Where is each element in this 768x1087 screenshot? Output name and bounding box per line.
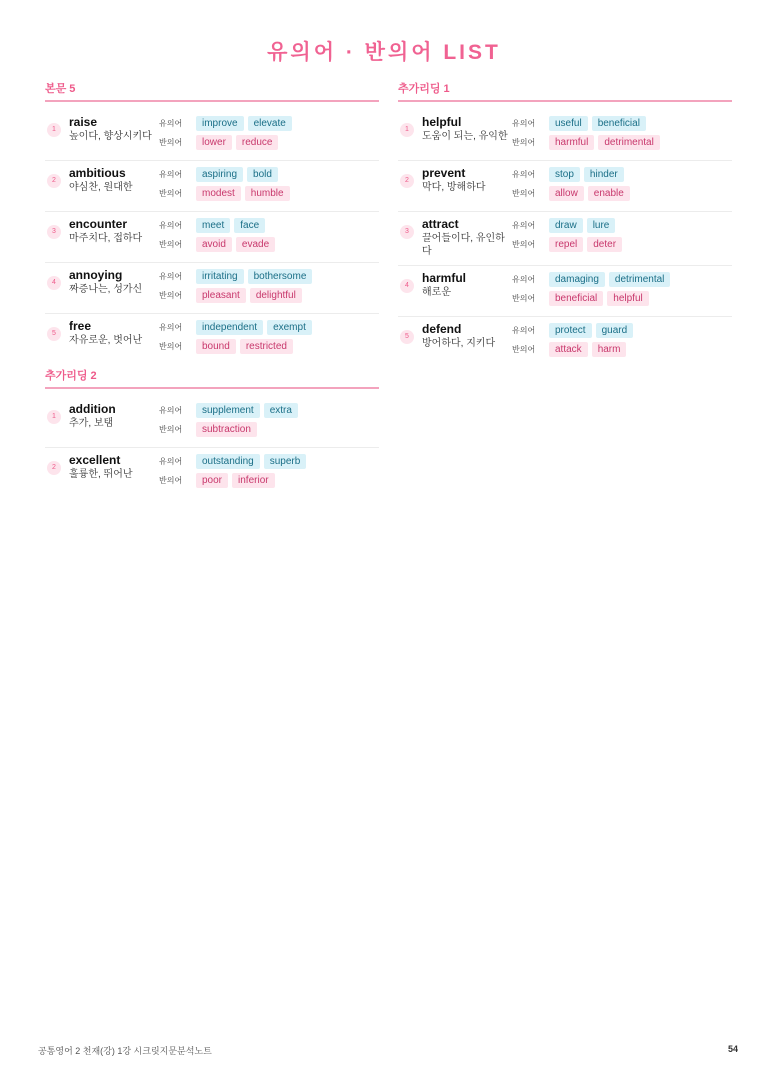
antonym-label: 반의어: [512, 240, 536, 249]
antonym-row: [512, 134, 732, 151]
korean-meaning: 마주치다, 접하다: [69, 233, 143, 244]
synonym-row: [159, 115, 379, 132]
headword: harmful: [422, 271, 467, 285]
synonym-chip: extra: [264, 403, 298, 418]
synonym-row: [159, 166, 379, 183]
synonym-chip: elevate: [248, 116, 292, 131]
antonym-label: 반의어: [159, 189, 183, 198]
korean-meaning: 추가, 보탬: [69, 418, 114, 429]
antonym-row: [512, 236, 732, 253]
antonym-label: 반의어: [512, 294, 536, 303]
synonym-label: 유의어: [159, 119, 183, 128]
synonym-chip: improve: [196, 116, 244, 131]
antonym-row: [512, 185, 732, 202]
entry-number-badge: 2: [400, 174, 414, 188]
headword: free: [69, 319, 92, 333]
entry-number-badge: 5: [47, 327, 61, 341]
antonym-row: [159, 287, 379, 304]
vocab-entry: [45, 448, 379, 498]
headword: attract: [422, 217, 459, 231]
antonym-row: [159, 338, 379, 355]
section-main-5: [45, 80, 379, 364]
antonym-chip: beneficial: [549, 291, 603, 306]
antonym-label: 반의어: [159, 291, 183, 300]
headword: prevent: [422, 166, 466, 180]
headword: annoying: [69, 268, 123, 282]
entry-number-badge: 4: [47, 276, 61, 290]
synonym-chip: hinder: [584, 167, 624, 182]
antonym-chip: harmful: [549, 135, 594, 150]
relations-block: [512, 166, 732, 204]
synonym-chip: guard: [596, 323, 634, 338]
antonym-chip: poor: [196, 473, 228, 488]
antonym-chip: repel: [549, 237, 583, 252]
antonym-chip: detrimental: [598, 135, 659, 150]
headword: raise: [69, 115, 98, 129]
antonym-label: 반의어: [159, 342, 183, 351]
antonym-label: 반의어: [512, 138, 536, 147]
vocab-entry: [398, 266, 732, 317]
vocab-entry: [398, 212, 732, 266]
antonym-row: [159, 472, 379, 489]
section-title: 추가리딩 2: [45, 367, 379, 389]
word-block: [69, 402, 159, 430]
synonym-row: [512, 166, 732, 183]
antonym-chip: modest: [196, 186, 241, 201]
section-extra-reading-2: [45, 367, 379, 498]
synonym-row: [512, 217, 732, 234]
word-block: [69, 319, 159, 347]
section-title: 추가리딩 1: [398, 80, 732, 102]
antonym-chip: delightful: [250, 288, 302, 303]
antonym-chip: lower: [196, 135, 232, 150]
entry-number-badge: 5: [400, 330, 414, 344]
antonym-row: [159, 185, 379, 202]
vocab-entry: [398, 161, 732, 212]
antonym-chip: evade: [236, 237, 275, 252]
entry-number-badge: 2: [47, 461, 61, 475]
antonym-chip: restricted: [240, 339, 293, 354]
relations-block: [512, 217, 732, 255]
synonym-label: 유의어: [159, 170, 183, 179]
synonym-chip: superb: [264, 454, 307, 469]
antonym-chip: enable: [588, 186, 630, 201]
antonym-row: [159, 134, 379, 151]
relations-block: [159, 453, 379, 491]
vocab-entry: [398, 317, 732, 367]
synonym-chip: bothersome: [248, 269, 313, 284]
headword: defend: [422, 322, 462, 336]
word-block: [422, 166, 512, 194]
synonym-chip: supplement: [196, 403, 260, 418]
synonym-chip: stop: [549, 167, 580, 182]
section-title: 본문 5: [45, 80, 379, 102]
word-block: [69, 115, 159, 143]
synonym-label: 유의어: [512, 119, 536, 128]
synonym-row: [512, 322, 732, 339]
antonym-label: 반의어: [159, 425, 183, 434]
antonym-chip: reduce: [236, 135, 279, 150]
korean-meaning: 해로운: [422, 287, 451, 298]
antonym-row: [159, 236, 379, 253]
relations-block: [159, 402, 379, 440]
synonym-chip: aspiring: [196, 167, 243, 182]
antonym-row: [512, 341, 732, 358]
relations-block: [512, 271, 732, 309]
synonym-chip: irritating: [196, 269, 244, 284]
antonym-chip: pleasant: [196, 288, 246, 303]
korean-meaning: 야심찬, 원대한: [69, 182, 133, 193]
korean-meaning: 방어하다, 지키다: [422, 338, 496, 349]
word-block: [422, 322, 512, 350]
relations-block: [512, 322, 732, 360]
synonym-row: [512, 271, 732, 288]
antonym-chip: avoid: [196, 237, 232, 252]
entry-number-badge: 3: [400, 225, 414, 239]
synonym-chip: protect: [549, 323, 592, 338]
headword: excellent: [69, 453, 121, 467]
antonym-chip: humble: [245, 186, 290, 201]
synonym-chip: meet: [196, 218, 230, 233]
headword: helpful: [422, 115, 462, 129]
entry-number-badge: 1: [400, 123, 414, 137]
vocab-entry: [398, 110, 732, 161]
relations-block: [159, 166, 379, 204]
antonym-label: 반의어: [159, 476, 183, 485]
korean-meaning: 도움이 되는, 유익한: [422, 131, 508, 142]
synonym-chip: beneficial: [592, 116, 646, 131]
synonym-label: 유의어: [159, 406, 183, 415]
korean-meaning: 끌어들이다, 유인하다: [422, 233, 505, 257]
entry-number-badge: 3: [47, 225, 61, 239]
synonym-row: [159, 402, 379, 419]
synonym-label: 유의어: [512, 275, 536, 284]
entry-number-badge: 1: [47, 410, 61, 424]
page-title: 유의어 · 반의어 LIST: [267, 41, 501, 64]
synonym-chip: lure: [587, 218, 616, 233]
synonym-label: 유의어: [159, 221, 183, 230]
antonym-chip: helpful: [607, 291, 648, 306]
relations-block: [159, 268, 379, 306]
entry-number-badge: 2: [47, 174, 61, 188]
synonym-label: 유의어: [512, 221, 536, 230]
antonym-chip: deter: [587, 237, 622, 252]
headword: addition: [69, 402, 116, 416]
antonym-label: 반의어: [159, 240, 183, 249]
synonym-chip: draw: [549, 218, 583, 233]
relations-block: [159, 115, 379, 153]
antonym-chip: attack: [549, 342, 588, 357]
vocab-entry: [45, 397, 379, 448]
word-block: [422, 271, 512, 299]
word-block: [422, 115, 512, 143]
vocab-entry: [45, 263, 379, 314]
synonym-row: [159, 268, 379, 285]
antonym-chip: harm: [592, 342, 627, 357]
synonym-chip: face: [234, 218, 265, 233]
antonym-chip: subtraction: [196, 422, 257, 437]
synonym-chip: useful: [549, 116, 588, 131]
entry-number-badge: 4: [400, 279, 414, 293]
antonym-label: 반의어: [159, 138, 183, 147]
korean-meaning: 훌륭한, 뛰어난: [69, 469, 133, 480]
antonym-label: 반의어: [512, 345, 536, 354]
synonym-chip: bold: [247, 167, 278, 182]
synonym-chip: exempt: [267, 320, 312, 335]
vocab-entry: [45, 314, 379, 364]
relations-block: [159, 217, 379, 255]
word-block: [69, 268, 159, 296]
headword: encounter: [69, 217, 128, 231]
synonym-row: [159, 319, 379, 336]
synonym-chip: independent: [196, 320, 263, 335]
word-block: [69, 166, 159, 194]
synonym-row: [159, 217, 379, 234]
antonym-chip: inferior: [232, 473, 275, 488]
vocab-entry: [45, 110, 379, 161]
relations-block: [159, 319, 379, 357]
synonym-chip: outstanding: [196, 454, 260, 469]
antonym-label: 반의어: [512, 189, 536, 198]
synonym-label: 유의어: [159, 323, 183, 332]
relations-block: [512, 115, 732, 153]
antonym-row: [159, 421, 379, 438]
korean-meaning: 자유로운, 벗어난: [69, 335, 143, 346]
section-extra-reading-1: [398, 80, 732, 367]
antonym-chip: bound: [196, 339, 236, 354]
synonym-chip: detrimental: [609, 272, 670, 287]
antonym-row: [512, 290, 732, 307]
page-number: 54: [727, 1044, 738, 1054]
korean-meaning: 높이다, 향상시키다: [69, 131, 152, 142]
synonym-label: 유의어: [512, 170, 536, 179]
synonym-label: 유의어: [159, 272, 183, 281]
vocab-entry: [45, 161, 379, 212]
synonym-label: 유의어: [159, 457, 183, 466]
footer-book-title: 공통영어 2 천재(강) 1강 시크릿지문분석노트: [38, 1046, 212, 1056]
korean-meaning: 막다, 방해하다: [422, 182, 486, 193]
word-block: [69, 217, 159, 245]
synonym-chip: damaging: [549, 272, 605, 287]
synonym-row: [159, 453, 379, 470]
headword: ambitious: [69, 166, 126, 180]
antonym-chip: allow: [549, 186, 584, 201]
word-block: [422, 217, 512, 258]
synonym-label: 유의어: [512, 326, 536, 335]
vocab-entry: [45, 212, 379, 263]
entry-number-badge: 1: [47, 123, 61, 137]
word-block: [69, 453, 159, 481]
korean-meaning: 짜증나는, 성가신: [69, 284, 143, 295]
synonym-row: [512, 115, 732, 132]
